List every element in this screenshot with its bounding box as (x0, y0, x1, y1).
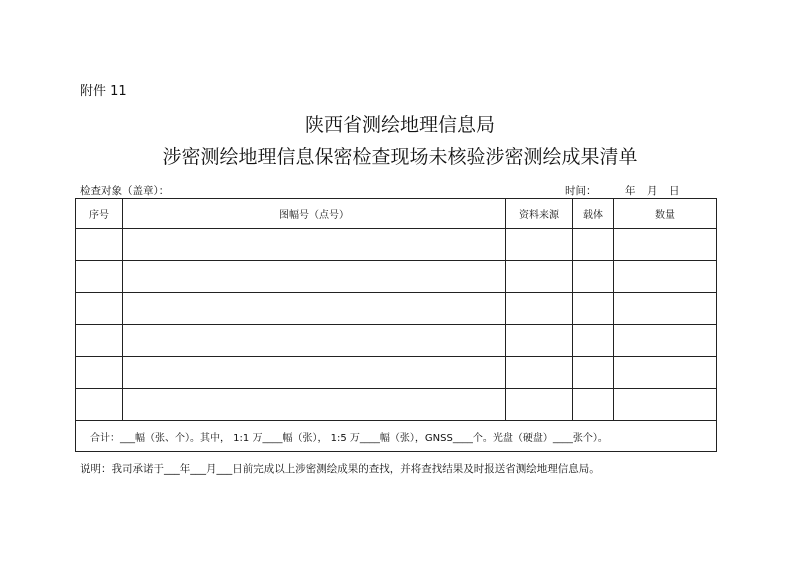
table-total-row (76, 421, 717, 452)
cell-quantity[interactable] (614, 229, 717, 261)
cell-source[interactable] (506, 229, 573, 261)
date-day-label: 日 (669, 185, 680, 197)
cell-index[interactable] (76, 261, 123, 293)
cell-medium[interactable] (573, 357, 614, 389)
col-header-source: 资料来源 (506, 199, 573, 229)
table-row (76, 357, 717, 389)
cell-medium[interactable] (573, 229, 614, 261)
date-year-label: 年 (625, 185, 636, 197)
document-title-line1: 陕西省测绘地理信息局 (304, 114, 495, 136)
col-header-sheet-number: 图幅号（点号） (123, 199, 506, 229)
cell-medium[interactable] (573, 389, 614, 421)
table-row (76, 229, 717, 261)
cell-sheet-number[interactable] (123, 389, 506, 421)
total-summary[interactable]: 合计：___幅（张、个）。其中， 1:1 万____幅（张）， 1:5 万____幅（张），GNSS____个。光盘（硬盘）____张个）。 (76, 421, 717, 452)
table-header-row (76, 199, 717, 229)
date-month-label: 月 (647, 185, 658, 197)
commitment-note: 说明：我司承诺于___年___月___日前完成以上涉密测绘成果的查找，并将查找结果及时报送省测绘地理信息局。 (80, 463, 600, 475)
col-header-quantity: 数量 (614, 199, 717, 229)
cell-quantity[interactable] (614, 389, 717, 421)
table-row (76, 261, 717, 293)
cell-sheet-number[interactable] (123, 261, 506, 293)
cell-sheet-number[interactable] (123, 293, 506, 325)
cell-quantity[interactable] (614, 325, 717, 357)
cell-source[interactable] (506, 261, 573, 293)
date-label: 时间： (565, 185, 597, 197)
cell-index[interactable] (76, 325, 123, 357)
cell-quantity[interactable] (614, 261, 717, 293)
cell-quantity[interactable] (614, 293, 717, 325)
date-field (565, 183, 680, 198)
table-row (76, 389, 717, 421)
table-row (76, 293, 717, 325)
cell-index[interactable] (76, 293, 123, 325)
table-row (76, 325, 717, 357)
cell-sheet-number[interactable] (123, 229, 506, 261)
cell-source[interactable] (506, 293, 573, 325)
cell-quantity[interactable] (614, 357, 717, 389)
inspection-target-label: 检查对象（盖章）： (80, 185, 170, 197)
cell-source[interactable] (506, 325, 573, 357)
cell-sheet-number[interactable] (123, 357, 506, 389)
cell-index[interactable] (76, 229, 123, 261)
results-table (75, 198, 717, 452)
cell-index[interactable] (76, 357, 123, 389)
col-header-medium: 载体 (573, 199, 614, 229)
attachment-number: 附件 11 (80, 84, 127, 99)
cell-index[interactable] (76, 389, 123, 421)
cell-source[interactable] (506, 357, 573, 389)
cell-medium[interactable] (573, 293, 614, 325)
cell-sheet-number[interactable] (123, 325, 506, 357)
col-header-index: 序号 (76, 199, 123, 229)
cell-medium[interactable] (573, 261, 614, 293)
document-title-line2: 涉密测绘地理信息保密检查现场未核验涉密测绘成果清单 (162, 146, 638, 168)
cell-source[interactable] (506, 389, 573, 421)
cell-medium[interactable] (573, 325, 614, 357)
